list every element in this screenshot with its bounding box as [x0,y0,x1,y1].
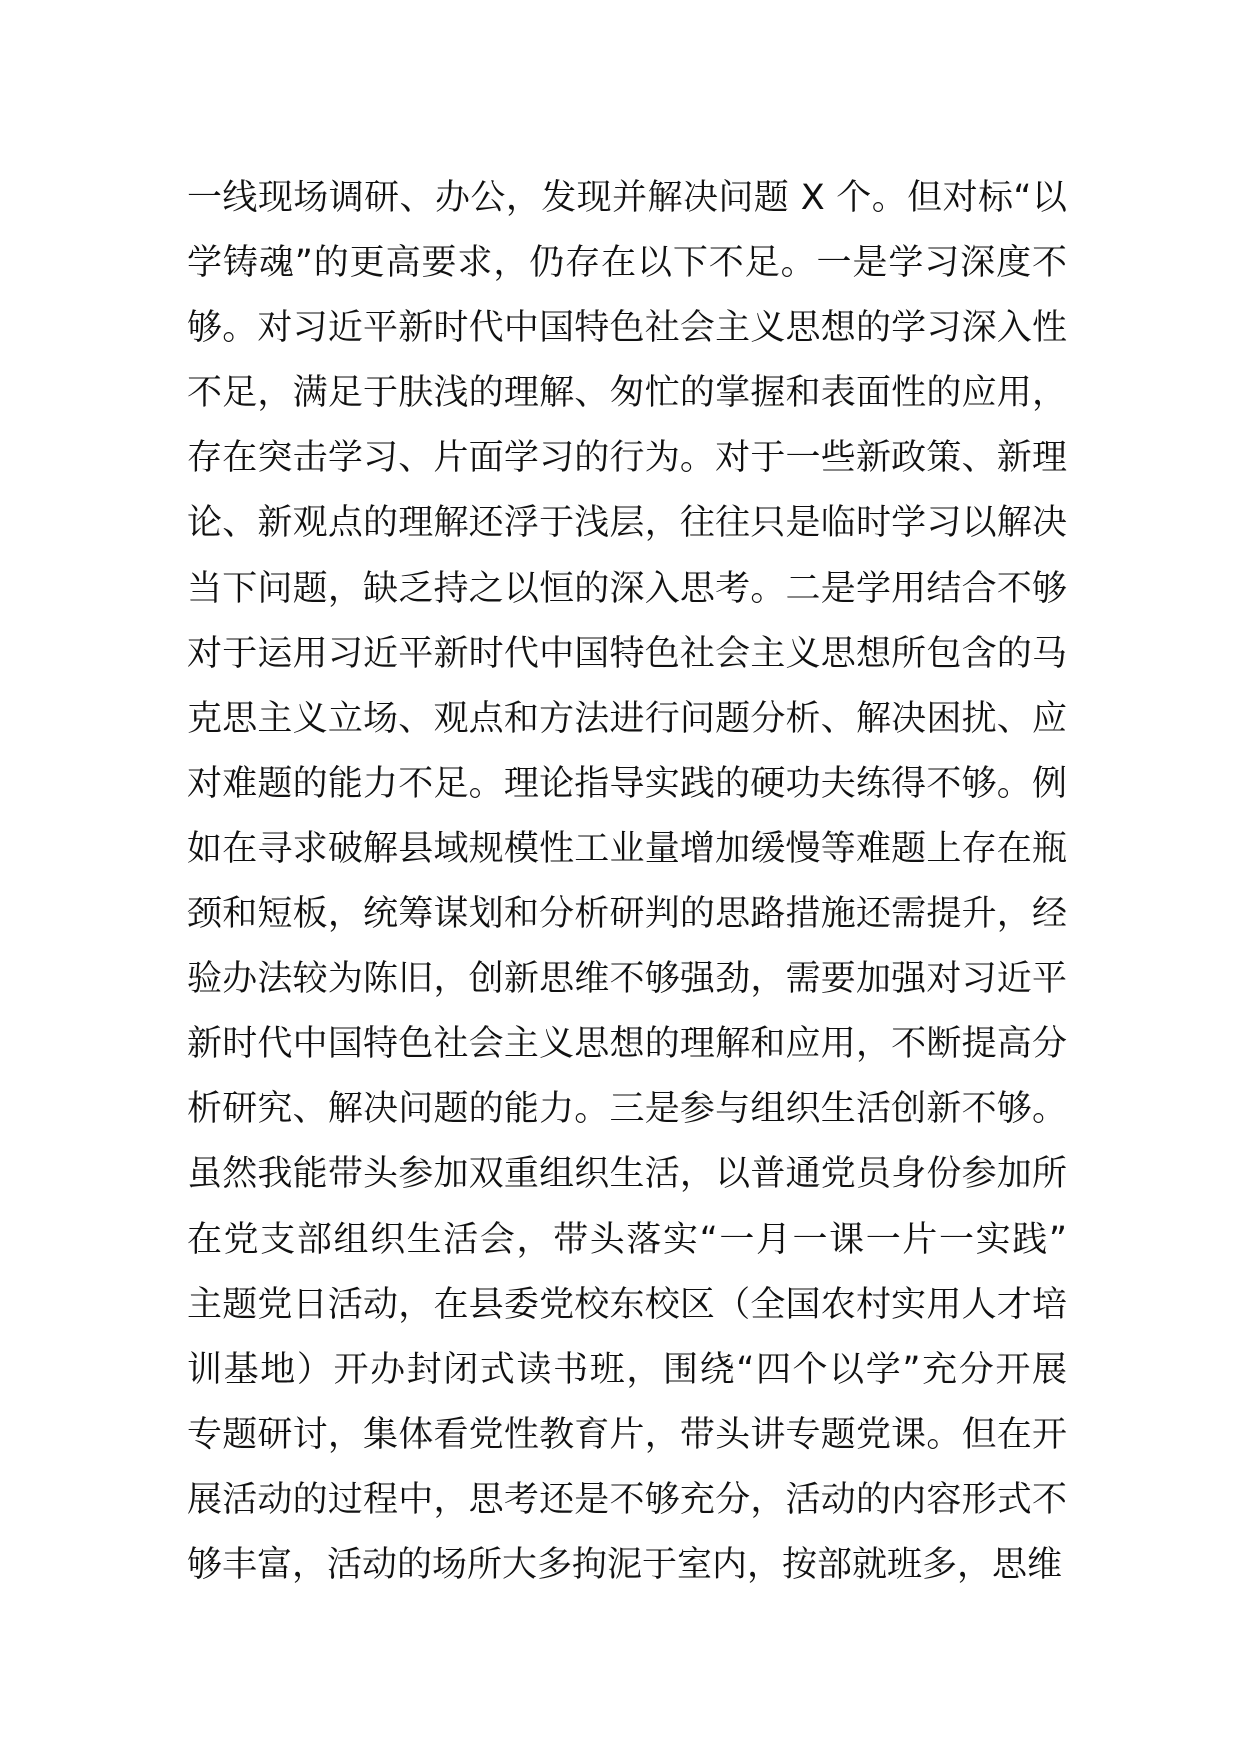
text-line: 对于运用习近平新时代中国特色社会主义思想所包含的马 [187,633,1067,674]
text-line: 对难题的能力不足。理论指导实践的硬功夫练得不够。例 [187,763,1067,804]
text-line: 虽然我能带头参加双重组织生活，以普通党员身份参加所 [187,1154,1067,1195]
text-line: 一线现场调研、办公，发现并解决问题 X 个。但对标“以 [187,178,1067,218]
text-line: 论、新观点的理解还浮于浅层，往往只是临时学习以解决 [187,503,1067,544]
text-line: 当下问题，缺乏持之以恒的深入思考。二是学用结合不够 [187,568,1067,609]
text-line: 析研究、解决问题的能力。三是参与组织生活创新不够。 [187,1089,1067,1130]
text-line: 颈和短板，统筹谋划和分析研判的思路措施还需提升，经 [187,894,1067,935]
text-line: 学铸魂”的更高要求，仍存在以下不足。一是学习深度不 [187,243,1067,284]
text-line: 存在突击学习、片面学习的行为。对于一些新政策、新理 [187,438,1067,479]
text-line: 在党支部组织生活会，带头落实“一月一课一片一实践” [187,1219,1067,1260]
text-line: 够丰富，活动的场所大多拘泥于室内，按部就班多，思维 [187,1544,1063,1585]
text-line: 验办法较为陈旧，创新思维不够强劲，需要加强对习近平 [187,959,1067,1000]
text-line: 专题研讨，集体看党性教育片，带头讲专题党课。但在开 [187,1414,1067,1455]
text-line: 如在寻求破解县域规模性工业量增加缓慢等难题上存在瓶 [187,828,1067,869]
body-text [187,166,1067,1598]
text-line: 展活动的过程中，思考还是不够充分，活动的内容形式不 [187,1479,1067,1520]
text-line: 新时代中国特色社会主义思想的理解和应用，不断提高分 [187,1024,1067,1065]
text-line: 训基地）开办封闭式读书班，围绕“四个以学”充分开展 [187,1349,1067,1390]
text-line: 主题党日活动，在县委党校东校区（全国农村实用人才培 [187,1284,1067,1325]
text-line: 不足，满足于肤浅的理解、匆忙的掌握和表面性的应用， [187,373,1067,414]
text-line: 克思主义立场、观点和方法进行问题分析、解决困扰、应 [187,698,1067,739]
text-line: 够。对习近平新时代中国特色社会主义思想的学习深入性 [187,308,1067,349]
